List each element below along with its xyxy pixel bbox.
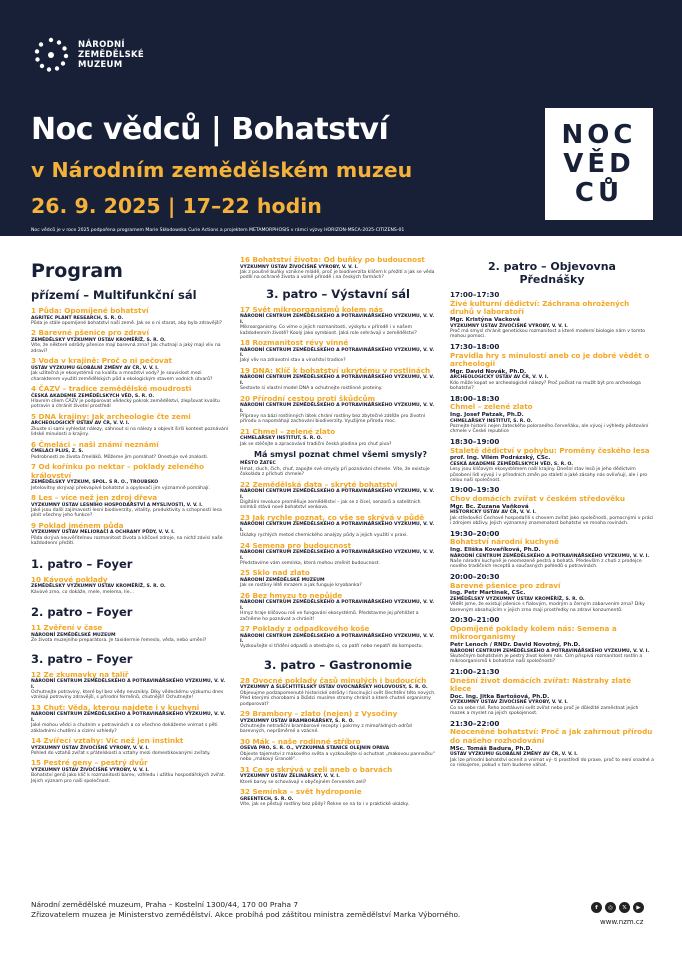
continued-items (240, 256, 436, 281)
lecture-speaker: MSc. Tomáš Badura, Ph.D. (450, 745, 533, 752)
item-organizer: NÁRODNÍ CENTRUM ZEMĚDĚLSKÉHO A POTRAVINÁŘSKÉHO VÝZKUMU, V. V. I. (240, 314, 435, 325)
program-item (240, 339, 436, 364)
item-title: 21 Chmel – zelené zlato (240, 426, 336, 436)
program-item (31, 576, 229, 595)
item-description: Představíme vám semínka, která mohou změnit budoucnost. (240, 560, 381, 566)
item-title: 19 DNA: Klíč k bohatství ukrytému v rostlinách (240, 365, 431, 375)
lecture-speaker: Mgr. Bc. Zuzana Vaňková (450, 503, 529, 510)
lecture-institution: HISTORICKÝ ÚSTAV AV ČR, V. V. I. (450, 510, 537, 516)
item-organizer: CHMELAŘSKÝ INSTITUT, S. R. O. (240, 436, 323, 442)
lecture-time: 18:30–19:00 (450, 436, 500, 446)
lecture-item (450, 291, 654, 340)
program-item (31, 441, 229, 460)
program-item (240, 461, 436, 477)
lecture-title: Chmel – zelené zlato (450, 402, 533, 412)
funding-note: Noc vědců je v roce 2025 podpořena programem Marie Skłodowska Curie Actions a projektem METAMORPHOSIS v rámci výzvy HORIZON-MSCA-2025-CITIZENS-01 (31, 228, 405, 233)
program-item (240, 569, 436, 588)
item-title: 29 Brambory – zlato (nejen) z Vysočiny (240, 709, 398, 718)
program-item (240, 788, 436, 807)
item-description: Půda skrývá neuvěřitelnou rozmanitost života a klíčové zdroje, na nichž závisí naše každodenní přežití. (31, 535, 223, 547)
program-item (31, 329, 229, 354)
item-organizer: NÁRODNÍ CENTRUM ZEMĚDĚLSKÉHO A POTRAVINÁŘSKÉHO VÝZKUMU, V. V. I. (31, 712, 226, 723)
program-item (31, 671, 229, 701)
item-description: Ochutnejte netradiční bramborové recepty i pokrmy z mimořádných odrůd barevných, neprůměrné a vzácné. (240, 724, 412, 735)
lecture-title: Pravidla hry s minulostí aneb co je dobré vědět o archeologii (450, 350, 650, 369)
lecture-time: 17:00–17:30 (450, 290, 500, 299)
item-title: 14 Zvířecí vztahy: Víc než jen instinkt (31, 735, 184, 745)
item-title: 7 Od kořínku po nektar – poklady zeleného království (31, 462, 205, 480)
item-title: 13 Chuť: Věda, kterou najdete i v kuchyni (31, 702, 200, 712)
column-3 (450, 256, 654, 771)
youtube-icon[interactable]: ▶ (633, 902, 644, 913)
lecture-speaker: Ing. Petr Martinek, CSc. (450, 590, 526, 597)
lecture-description: Jak středověcí Čechové hospodařili s chovem zvířat jako společnosti, pomocnými v práci i zdrojem obživy. Jejich významný znamenatost bohatství ve mnoha rovinách. (450, 515, 654, 527)
item-title: 28 Ovocné poklady časů minulých i budoucích (240, 675, 427, 685)
lecture-title: Živé kulturní dědictví: Záchrana ohrožených druhů v laboratoři (450, 298, 630, 317)
program-item (31, 704, 229, 734)
item-organizer: NÁRODNÍ CENTRUM ZEMĚDĚLSKÉHO A POTRAVINÁŘSKÉHO VÝZKUMU, V. V. I. (240, 375, 435, 386)
item-title: 11 Zvěření v čase (31, 623, 103, 633)
item-title: 8 Les – více než jen zdroj dřeva (31, 493, 158, 503)
item-title: 27 Poklady z odpadkového koše (240, 623, 370, 633)
item-title: 24 Semena pro budoucnost (240, 540, 352, 550)
item-description: Podrobnosti ze života čmeláků. Můžeme jim pomáhat? Onestuje své znalosti. (31, 454, 209, 460)
brand-line-1: NÁRODNÍ (78, 40, 125, 50)
program-item (240, 710, 436, 735)
item-organizer: VÝZKUMNÝ ÚSTAV ZELINÁŘSKÝ, V. V. I. (240, 774, 340, 780)
item-organizer: MĚSTO ŽATEC (240, 461, 276, 467)
footer-patronage: Zřizovatelem muzea je Ministerstvo zemědělství. Akce probíhá pod záštitou ministra zemědělství Marka Výborného. (31, 910, 461, 919)
exhibition-items (240, 306, 436, 447)
item-description: Objevujme podzapomenuté historické odrůdy i fascinující svět šlechtění této nových. Před kterými chorobami a škůdci musíme stromy chránit a které chutné organismy podporovat? (240, 690, 436, 707)
program-item (240, 542, 436, 567)
item-organizer: NÁRODNÍ CENTRUM ZEMĚDĚLSKÉHO A POTRAVINÁŘSKÉHO VÝZKUMU, V. V. I. (240, 633, 435, 644)
item-title: 1 Půda: Opomíjené bohatství (31, 306, 149, 315)
header-banner (0, 0, 682, 236)
program-item (240, 514, 436, 539)
lecture-time: 20:30–21:00 (450, 615, 500, 625)
lecture-description: Vědět jsme, že existují pšenice s fialovým, modrým a černým zabarvením zrna? Díky barevným obsahujícím v jejich zrno mají prostředky na zdraví konzumentů. (450, 602, 645, 613)
noc-vedcu-badge (545, 108, 653, 220)
item-description: Hlavním cílem ČAZV je podporovat vědecký pokrok zemědělství, zlepšovat kvalitu potravin a chránit životní prostředí (31, 399, 220, 410)
program-item (240, 395, 436, 425)
item-organizer: NÁRODNÍ CENTRUM ZEMĚDĚLSKÉHO A POTRAVINÁŘSKÉHO VÝZKUMU, V. V. I. (240, 489, 435, 500)
lecture-description: Co na sebe rád. Řeho zostáluvní svět zvířat nebo proč je důležité zaměstnat jejich mozek a myslet na jejich spokojenost. (450, 705, 639, 717)
item-organizer: NÁRODNÍ CENTRUM ZEMĚDĚLSKÉHO A POTRAVINÁŘSKÉHO VÝZKUMU, V. V. I. (240, 550, 435, 561)
item-description: Ukázky rychlých metod chemického analýzy půdy a jejich využití v praxi. (240, 533, 408, 539)
item-organizer: VÝZKUMNÝ ÚSTAV ŽIVOČIŠNÉ VÝROBY, V. V. I. (31, 767, 149, 773)
lecture-institution: NÁRODNÍ CENTRUM ZEMĚDĚLSKÉHO A POTRAVINÁŘSKÉHO VÝZKUMU, V. V. I. (450, 553, 650, 559)
exhibition-items-2 (240, 461, 436, 650)
item-title: 3 Voda v krajině: Proč o ni pečovat (31, 356, 172, 366)
item-description: Digitální revoluce proměňuje zemědělství – jak se z čísel, senzorů a satelitních snímků stává nové bohatství venkova. (240, 499, 421, 511)
item-description: Jak z poušné buňky vznikne mládě, proč je biodiverzita klíčem k přežití a jak se věda podílí na ochraně života a volně přírodě i na českých farmách? (240, 270, 435, 281)
badge-row-2: VĚD (563, 148, 635, 179)
lecture-time: 17:30–18:00 (450, 341, 500, 351)
item-title: 31 Co se skrývá v zeli aneb o barvách (240, 764, 393, 774)
floor-heading-exhibition: 3. patro – Výstavní sál (266, 286, 410, 301)
program-item (240, 306, 436, 336)
item-organizer: VÝZKUMNÝ ÚSTAV ŽIVOČIŠNÉ VÝROBY, V. V. I. (31, 745, 149, 751)
lecture-speaker: Petr Lenoch / RNDr. David Novotný, Ph.D. (450, 642, 581, 648)
program-item (240, 481, 436, 511)
social-links (591, 902, 644, 913)
program-heading: Program (31, 260, 123, 282)
item-description: Půda je stále opomíjené bohatství naší země. Jak se o ni starat, aby byla zdravější? (31, 321, 223, 326)
item-organizer: OSEVA PRO, S. R. O., VÝZKUMNÁ STANICE OLEJNIN OPAVA (240, 746, 390, 752)
museum-logo[interactable] (32, 36, 144, 74)
floor1-items (31, 576, 229, 595)
event-date: 26. 9. 2025 | 17–22 hodin (31, 194, 322, 218)
lecture-description: Jak lze přírodní bohatství ocenit a vnímat vý- ti prostředí do praxe, proč to není snadné a co riskujeme, pokud v tom budeme váhat. (450, 757, 654, 768)
item-description: Sestavte si vlastní model DNA a ochutnejte rostlinné proteiny. (240, 386, 383, 392)
item-organizer: NÁRODNÍ CENTRUM ZEMĚDĚLSKÉHO A POTRAVINÁŘSKÉHO VÝZKUMU, V. V. I. (240, 600, 435, 611)
item-organizer: NÁRODNÍ CENTRUM ZEMĚDĚLSKÉHO A POTRAVINÁŘSKÉHO VÝZKUMU, V. V. I. (240, 347, 435, 359)
lecture-title: Opomíjené poklady kolem nás: Semena a mikroorganismy (450, 623, 617, 642)
lecture-title: Barevné pšenice pro zdraví (450, 580, 561, 590)
item-organizer: VÝZKUMNÝ ÚSTAV MELIORACÍ A OCHRANY PŮDY, V. V. I. (31, 530, 175, 536)
lecture-speaker: Doc. Ing. Jitka Bartošová, Ph.D. (450, 693, 550, 700)
program-item (31, 307, 229, 326)
program-item (31, 759, 229, 784)
floor-heading-gastronomy: 3. patro – Gastronomie (263, 657, 413, 672)
lecture-title: Staletě dědictví v pohybu: Proměny českého lesa (450, 445, 650, 455)
item-organizer: ZEMĚDĚLSKÝ VÝZKUMNÝ ÚSTAV KROMĚŘÍŽ, S. R. O. (31, 584, 166, 590)
item-title: 25 Sklo nad zlato (240, 568, 310, 578)
item-description: Hmat, sluch, čich, chuť, zapojte své smysly při poznávání chmele. Víte, že existuje čokoláda z příchutí chmele? (240, 466, 430, 478)
item-title: 18 Rozmanitost révy vinné (240, 338, 349, 348)
program-item (240, 367, 436, 392)
lecture-institution: ČESKÁ AKADEMIE ZEMĚDĚLSKÝCH VĚD, S. R. O. (450, 461, 574, 467)
ground-floor-items (31, 307, 229, 547)
lecture-description: Proč má smysl chránit genetickou rozmanitost a které moderní biologie nám v tomto mohou pomoci. (450, 328, 646, 340)
program-item (31, 737, 229, 756)
lecture-item (450, 530, 654, 570)
item-organizer: ČESKÁ AKADEMIE ZEMĚDĚLSKÝCH VĚD, S. R. O. (31, 393, 155, 399)
program-item (31, 522, 229, 547)
lecture-item (450, 616, 654, 665)
program-item (31, 385, 229, 410)
lecture-item (450, 438, 654, 484)
brand-line-2: ZEMĚDĚLSKÉ (78, 50, 145, 60)
floor3-items (31, 671, 229, 785)
item-organizer: ZEMĚDĚLSKÝ VÝZKUM, SPOL. S R. O., TROUBSKO (31, 480, 159, 486)
lecture-item (450, 486, 654, 526)
item-organizer: NÁRODNÍ CENTRUM ZEMĚDĚLSKÉHO A POTRAVINÁŘSKÉHO VÝZKUMU, V. V. I. (240, 403, 435, 414)
item-title: 32 Semínka – svět hydroponie (240, 787, 362, 797)
item-title: 16 Bohatství života: Od buňky po budoucnost (240, 255, 425, 264)
lecture-speaker: prof. Ing. Vilém Podrázský, CSc. (450, 455, 551, 462)
item-title: 10 Kávové poklady (31, 574, 108, 584)
program-item (240, 592, 436, 622)
item-description: Ze života muzejního preparátora. Je taxidermie řemeslo, věda, nebo umění? (31, 638, 207, 644)
footer-address: Národní zemědělské muzeum, Praha – Kostelní 1300/44, 170 00 Praha 7 (31, 900, 299, 909)
item-organizer: VÝZKUMNÝ A ŠLECHTITELSKÝ ÚSTAV OVOCNÁŘSKÝ HOLOVOUSY, S. R. O. (240, 685, 428, 691)
item-title: 15 Pestré geny – pestrý dvůr (31, 758, 148, 768)
floor-heading-3: 3. patro – Foyer (31, 651, 133, 666)
item-description: Mikroorganismy. Co víme o jejich rozmanitosti, výskytu v přírodě i v našem každodenním životě? Koolý jako symbiont. Jaká role sehrávají v zemědělství? (240, 325, 417, 336)
lecture-speaker: Ing. Eliška Kovaříková, Ph.D. (450, 547, 541, 553)
wheat-wreath-icon (32, 36, 70, 74)
program-item (31, 494, 229, 519)
item-description: Jaké mohou vědci a chutním v potravinách a co všechno dokážeme vnímat s pěti základními chutěmi a cizími vzhledy? (31, 723, 218, 734)
item-description: Vyzkoušejte si třídění odpadů a otestujte si, co patří nebo nepatří do kompostu. (240, 644, 423, 650)
item-description: Které barvy se schovávají v obyčejném červeném zelí? (240, 779, 367, 785)
lecture-time: 18:00–18:30 (450, 393, 500, 403)
item-description: Bohatství genů jako klíč k rozmanitosti barev, vzhledu i užitku hospodářských zvířat. Jejich význam pro naši společnost. (31, 773, 226, 784)
x-icon[interactable]: 𝕏 (619, 902, 630, 913)
footer (31, 900, 656, 920)
lecture-institution: CHMELAŘSKÝ INSTITUT, S. R. O. (450, 418, 533, 424)
lecture-institution: ÚSTAV VÝZKUMU GLOBÁLNÍ ZMĚNY AV ČR, V. V. I. (450, 752, 578, 758)
item-organizer: ZEMĚDĚLSKÝ VÝZKUMNÝ ÚSTAV KROMĚŘÍŽ, S. R. O. (31, 338, 166, 343)
floor-heading-lectures: 2. patro – Objevovna Přednášky (488, 260, 616, 286)
museum-name (78, 40, 144, 70)
program-item (240, 738, 436, 763)
item-description: Pohled do vztahů zvířat s přátelskostí a vztahy mezi domestikovanými zvířaty. (31, 750, 211, 756)
floor-heading-ground: přízemí – Multifunkční sál (31, 288, 197, 302)
item-description: Víte, jak se pěstují rostliny bez půdy? Řekne se na to i v praktické ukázky. (240, 802, 410, 808)
lecture-time: 21:00–21:30 (450, 666, 500, 676)
program-item (240, 428, 436, 447)
item-organizer: NÁRODNÍ CENTRUM ZEMĚDĚLSKÉHO A POTRAVINÁŘSKÉHO VÝZKUMU, V. V. I. (240, 522, 435, 533)
item-description: Hmyz hraje klíčovou roli ve fungování ekosystémů. Představme jej přehlížet a začněme ho poznávat a chránit! (240, 611, 419, 622)
item-organizer: ÚSTAV VÝZKUMU GLOBÁLNÍ ZMĚNY AV ČR, V. V. I. (31, 365, 159, 371)
lecture-item (450, 395, 654, 435)
item-description: Jetelovitny skrývají překvapivé bohatství a opylovači jim významně pomáhají. (31, 485, 210, 491)
lecture-institution: VÝZKUMNÝ ÚSTAV ŽIVOČIŠNÉ VÝROBY, V. V. I. (450, 323, 568, 329)
item-organizer: NÁRODNÍ CENTRUM ZEMĚDĚLSKÉHO A POTRAVINÁŘSKÉHO VÝZKUMU, V. V. I. (31, 679, 226, 690)
lecture-institution: VÝZKUMNÝ ÚSTAV ŽIVOČIŠNÉ VÝROBY, V. V. I. (450, 700, 568, 706)
item-title: 26 Bez hmyzu to nepůjde (240, 590, 343, 600)
lecture-speaker: Ing. Josef Patzak, Ph.D. (450, 411, 524, 418)
item-organizer: VÝZKUMNÝ ÚSTAV LESNÍHO HOSPODÁŘSTVÍ A MYSLIVOSTI, V. V. I. (31, 502, 203, 508)
lecture-time: 20:00–20:30 (450, 571, 500, 581)
item-description: Víte, že některé odrůdy pšenice mají barevná zrna? Jak chutnají a jaký mají vliv na zdraví? (31, 343, 221, 354)
lecture-title: Chov domácích zvířat v českém středověku (450, 494, 625, 504)
item-organizer: ARCHEOLOGICKÝ ÚSTAV AV ČR, V. V. I. (31, 421, 130, 427)
instagram-icon[interactable]: ◎ (605, 902, 616, 913)
program-item (31, 413, 229, 438)
lecture-institution: ARCHEOLOGICKÝ ÚSTAV AV ČR, V. V. I. (450, 375, 549, 381)
item-title: 6 Čmeláci – naši známí neznámí (31, 439, 159, 449)
lecture-time: 19:00–19:30 (450, 485, 500, 495)
program-item (31, 357, 229, 382)
item-description: Jak užitečná je ekosystémů na kvalitu a množství vody? Je souvislost mezi charakterem využití zemědělských půd a ekologickým stavem vodních útvarů? (31, 371, 213, 382)
item-organizer: ČMELÁCI PLUS, Z. S. (31, 449, 84, 455)
brand-line-3: MUZEUM (78, 60, 123, 70)
lecture-description: Lesy jsou klíčovým ekosystémem naší krajiny. Dnešní stav lesů je jeho dědictvím působení lidí vývoji i v přírodních změn po staletí a jaké zásahy nás ovlivňují, ale i pro celou naši společnost. (450, 467, 648, 483)
lecture-description: Naše národní kuchyně je neomezeně pestrá a bohatá. Především z chuti z prodejce nového tradičních receptů a současných pohledů o potravinách. (450, 559, 642, 570)
item-title: 30 Mák – naše rodinné stříbro (240, 736, 361, 746)
lecture-item (450, 573, 654, 613)
program-item (240, 677, 436, 707)
program-item (240, 766, 436, 785)
item-description: Kávové zrno, co dokáže, mele, melema, líe... (31, 589, 134, 595)
badge-row-1: NOC (561, 119, 637, 150)
column-2 (240, 256, 436, 810)
item-title: 17 Svět mikroorganismů kolem nás (240, 304, 383, 314)
floor-heading-1: 1. patro – Foyer (31, 556, 133, 571)
facebook-icon[interactable]: f (591, 902, 602, 913)
gastronomy-items (240, 677, 436, 808)
lecture-item (450, 343, 654, 392)
lecture-list (450, 291, 654, 768)
lecture-item (450, 720, 654, 769)
lecture-time: 21:30–22:00 (450, 718, 500, 728)
item-organizer: GREENTECH, S. R. O. (240, 796, 294, 802)
item-organizer: AGRITEC PLANT RESEARCH, S. R. O. (31, 315, 124, 321)
lecture-title: Bohatství národní kuchyně (450, 537, 559, 547)
column-1 (31, 256, 229, 787)
item-title: 23 Jak rychle poznat, co vše se skrývá v půdě (240, 512, 425, 522)
item-description: Připravy na bázi rostlinných látek chrání rostliny bez zbytečné zátěže pro životní přírodu a napomáhají zachování biodiverzity. Využijme přírodu moc. (240, 414, 426, 425)
item-organizer: NÁRODNÍ ZEMĚDĚLSKÉ MUZEUM (240, 577, 325, 583)
item-description: Jaké jsou další zajímavosti lesní biodiverzity, vitality, produktivity a schopnosti lesa plnit všechny jeho funkce? (31, 508, 222, 519)
lecture-description: Kdo může kopat ve archeologické nálezy? Proč počkat na mužít být pro archeologa bohatství? (450, 380, 641, 392)
lecture-institution: NÁRODNÍ CENTRUM ZEMĚDĚLSKÉHO A POTRAVINÁŘSKÉHO VÝZKUMU, V. V. I. (450, 648, 650, 654)
item-description: Jak se stéčejte a zpracovává tradiční česká plodina pro chuť piva? (240, 441, 392, 447)
page-subtitle: v Národním zemědělském muzeu (31, 158, 413, 182)
lecture-title: Dnešní život domácích zvířat: Nástrahy zlaté klece (450, 675, 632, 694)
item-title: 4 ČAZV – tradice zemědělské moudrosti (31, 384, 192, 394)
item-title: 9 Poklad jménem půda (31, 520, 124, 530)
lecture-description: Poznejte historii nejen žateckého poloraného červeňáku, ale vývoj i výhledy pěstování chmele v České republice (450, 423, 649, 435)
lecture-title: Neoceněné bohatství: Proč a jak zahrnout přírodu do našeho rozhodování (450, 727, 653, 745)
item-description: Jak se rostliny létě mrazem a jak funguje kryobanka? (240, 583, 362, 589)
program-item (31, 463, 229, 491)
item-description: Ochutnejte potraviny, které byl bez vědy nevznikly. Díky vědeckému výzkumu dnes vznikají potraviny zdravější, s přírodní ferměnů, chutnější! Ochutnejte! (31, 689, 224, 701)
item-title: 12 Ze zkumavky na talíř (31, 669, 129, 679)
item-title: 22 Zemědělská data – skryté bohatství (240, 479, 398, 489)
website-link[interactable]: www.nzm.cz (600, 918, 644, 926)
program-item (240, 256, 436, 281)
floor-heading-2: 2. patro – Foyer (31, 605, 133, 620)
hop-subheading: Má smysl poznat chmel všemi smysly? (254, 450, 427, 460)
program-item (240, 625, 436, 650)
lecture-speaker: Mgr. David Novák, Ph.D. (450, 368, 527, 375)
item-title: 2 Barevné pšenice pro zdraví (31, 328, 149, 338)
floor2-items (31, 624, 229, 643)
badge-row-3: CŮ (574, 177, 624, 208)
lecture-time: 19:30–20:00 (450, 528, 500, 538)
item-organizer: NÁRODNÍ ZEMĚDĚLSKÉ MUZEUM (31, 632, 116, 638)
item-description: Zkuste si sami vyhledat nálezy, sáhnout si na nálezy a objevit širší kontext poznávání lidské minulosti a krajiny. (31, 426, 229, 438)
item-title: 20 Přírodní cestou proti škůdcům (240, 393, 376, 403)
item-description: Objevte tajemství z makového světa a vyzkoušejte si ochutnat „makovou pannačku“ nebo „mákový Granolé“. (240, 751, 436, 763)
lecture-speaker: Mgr. Kristýna Vacková (450, 316, 520, 323)
page-title: Noc vědců | Bohatství (31, 112, 389, 147)
lecture-description: Skutečným bohatstvím je pestrý život kolem nás. Čím přispívá rozmanitost rostlin a mikroorganismů k bohatství naší společnosti? (450, 654, 643, 665)
item-organizer: VÝZKUMNÝ ÚSTAV ŽIVOČIŠNÉ VÝROBY, V. V. I. (240, 264, 358, 270)
item-description: Jaký vliv na zdravotní stav a vinařství tradice? (240, 358, 346, 364)
item-title: 5 DNA krajiny: Jak archeologie čte zemi (31, 411, 191, 421)
item-organizer: VÝZKUMNÝ ÚSTAV BRAMBORÁŘSKÝ, S. R. O. (240, 718, 355, 724)
lecture-item (450, 668, 654, 717)
program-item (31, 624, 229, 643)
lecture-institution: ZEMĚDĚLSKÝ VÝZKUMNÝ ÚSTAV KROMĚŘÍŽ, S. R. O. (450, 596, 585, 602)
